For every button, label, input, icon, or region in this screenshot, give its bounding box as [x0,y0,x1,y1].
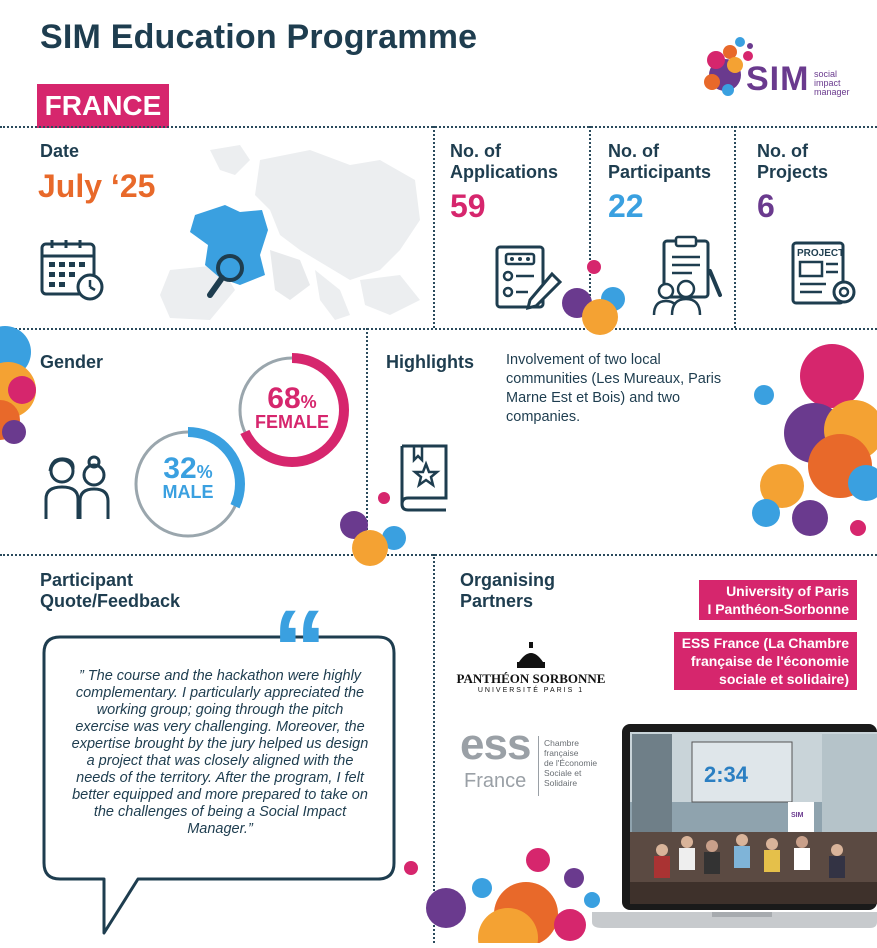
project-document-icon [790,240,860,310]
quote-text: ” The course and the hackathon were highly complementary. I particularly appreciated the working group; going through the pitch exercise was very challenging. Moreover, the expertise brought by the jury helped us design a project that was closely aligned with the needs of the territory. After the program, I felt better equipped and more prepared to take on the challenges of being a Social Impact Manager.” [71,668,369,837]
ess-logo-main: ess [460,720,531,769]
photo-timer: 2:34 [704,762,749,787]
ess-logo-divider [538,736,539,796]
project-icon-text: PROJECT [797,248,845,259]
people-icon [44,455,114,521]
partner-2-line-1: ESS France (La Chambre [681,635,849,651]
male-pct-sign: % [196,462,213,482]
laptop-photo [592,722,877,943]
decor-bubbles-stats [555,255,635,345]
divider-v1 [433,126,435,328]
divider-lower [0,554,877,556]
date-label: Date [40,141,80,161]
decor-dot-quote [404,861,418,875]
partner-2-line-2: française de l'économie [690,653,849,669]
date-value: July ‘25 [38,168,156,204]
projects-value: 6 [757,188,775,224]
sorbonne-logo [456,640,606,694]
decor-bubbles-center [336,490,416,570]
country-badge: FRANCE [37,84,169,128]
partner-1-line-1: University of Paris [726,583,849,599]
projects-label-1: No. of [757,141,808,161]
partner-1-line-2: I Panthéon-Sorbonne [707,601,849,617]
projects-label [757,141,828,183]
female-pct-value: 68 [267,382,301,415]
female-pct [234,382,350,433]
participants-value: 22 [608,188,644,224]
sorbonne-dome-icon [511,640,551,670]
divider-middle [0,328,877,330]
participants-label [608,141,711,183]
participants-label-1: No. of [608,141,659,161]
calendar-icon [40,238,106,302]
male-pct [130,452,246,503]
ess-side-1: Chambre [544,738,579,748]
quote-label-2: Quote/Feedback [40,591,181,611]
partner-2-line-3: sociale et solidaire) [719,671,849,687]
ess-side-4: Sociale et [544,768,582,778]
sim-logo-tagline [814,70,850,97]
partners-label [460,570,555,612]
ess-side-2: française [544,748,579,758]
sim-tag-2: impact [814,78,841,88]
photo-badge: SIM [791,812,804,819]
ess-side-5: Solidaire [544,778,578,788]
quote-label-1: Participant [40,570,134,590]
partner-1-box [699,580,857,620]
applications-label [450,141,558,183]
partners-label-1: Organising [460,570,556,590]
sim-logo-text: SIM [746,60,810,98]
svg-text:“: “ [272,595,327,711]
europe-map-graphic [150,140,430,325]
participants-clipboard-icon [650,235,726,317]
sorbonne-logo-main: PANTHÉON SORBONNE [456,671,606,686]
highlights-label: Highlights [386,352,474,372]
male-pct-value: 32 [163,452,197,485]
sim-tag-3: manager [814,87,850,97]
male-label: MALE [162,482,214,502]
applications-label-2: Applications [450,162,559,182]
applications-label-1: No. of [450,141,501,161]
ess-side-3: de l'Économie [544,758,598,768]
ess-france-logo [460,720,610,800]
projects-label-2: Projects [757,162,829,182]
sim-tag-1: social [814,69,838,79]
partner-2-box [674,632,857,690]
partners-label-2: Partners [460,591,534,611]
applications-value: 59 [450,188,486,224]
europe-map [150,140,430,325]
decor-bubbles-left [0,320,40,445]
gender-label: Gender [40,352,104,372]
decor-bubbles-right [744,338,877,538]
participants-label-2: Participants [608,162,712,182]
highlights-text: Involvement of two local communities (Les Mureaux, Paris Marne Est et Bois) and two companies. [506,352,722,425]
divider-v3 [734,126,736,328]
application-form-icon [494,242,564,312]
sorbonne-logo-sub: UNIVERSITÉ PARIS 1 [477,687,585,694]
female-label: FEMALE [255,412,329,432]
ess-logo-side [544,738,597,788]
ess-logo-sub: France [464,770,527,792]
sim-logo [700,30,870,110]
female-pct-sign: % [300,392,317,412]
divider-top [0,126,877,128]
page-title: SIM Education Programme [40,18,478,56]
decor-bubbles-bottom [420,830,600,943]
